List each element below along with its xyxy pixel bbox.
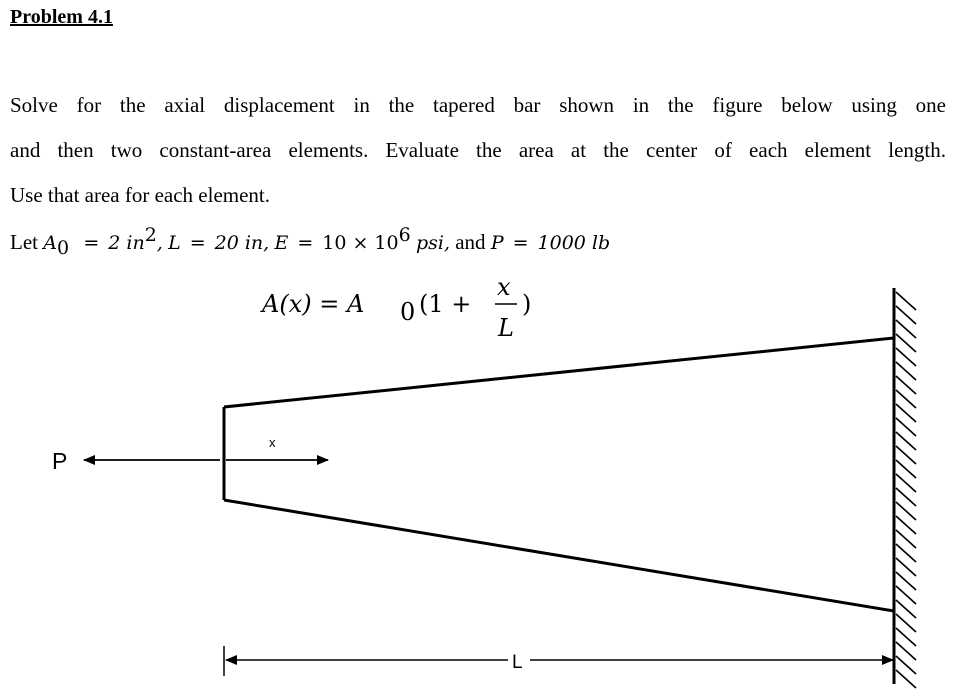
equals-sign-4: =	[512, 232, 529, 254]
hatch-line	[896, 390, 916, 408]
length-dimension	[224, 646, 893, 676]
hatch-line	[896, 558, 916, 576]
modulus-symbol: E	[274, 232, 289, 254]
hatch-line	[896, 320, 916, 338]
equation-denominator: L	[498, 314, 514, 342]
modulus-unit: psi,	[415, 232, 450, 254]
equals-sign-3: =	[297, 232, 314, 254]
load-value: 1000 lb	[537, 232, 611, 254]
hatch-line	[896, 628, 916, 646]
hatch-line	[896, 362, 916, 380]
hatch-line	[896, 292, 916, 310]
hatch-line	[896, 600, 916, 618]
hatch-line	[896, 572, 916, 590]
equation-numerator: x	[497, 273, 511, 301]
hatch-line	[896, 586, 916, 604]
hatch-line	[896, 334, 916, 352]
statement-line-2: and then two constant-area elements. Evaluate the area at the center of each element length.	[10, 138, 946, 162]
hatch-line	[896, 446, 916, 464]
hatch-line	[896, 348, 916, 366]
length-value: 20 in	[214, 232, 264, 254]
hatch-line	[896, 404, 916, 422]
equation-close: )	[522, 290, 532, 318]
load-label: P	[52, 448, 68, 474]
hatch-line	[896, 530, 916, 548]
comma-1: ,	[156, 232, 163, 254]
bar-bottom-edge	[224, 500, 894, 611]
equation-subscript: 0	[400, 298, 416, 326]
tapered-bar	[224, 338, 894, 611]
load-symbol: P	[490, 232, 504, 254]
modulus-value: 10 × 10	[322, 232, 399, 254]
equation-mid: (1 +	[419, 290, 472, 318]
hatch-line	[896, 306, 916, 324]
coordinate-label: x	[269, 435, 276, 450]
hatch-line	[896, 642, 916, 660]
hatch-line	[896, 656, 916, 674]
problem-title: Problem 4.1	[10, 6, 113, 28]
length-symbol: L	[168, 232, 181, 254]
hatch-line	[896, 474, 916, 492]
hatch-line	[896, 432, 916, 450]
area-equation	[260, 273, 531, 342]
hatch-line	[896, 516, 916, 534]
modulus-exponent: 6	[398, 224, 411, 246]
hatch-line	[896, 418, 916, 436]
statement-line-1: Solve for the axial displacement in the tapered bar shown in the figure below using one	[10, 93, 946, 117]
area-symbol: A	[43, 232, 57, 254]
bar-top-edge	[224, 338, 894, 407]
hatch-line	[896, 614, 916, 632]
statement-line-3: Use that area for each element.	[10, 183, 271, 207]
wall-hatching	[896, 292, 916, 688]
length-label: L	[512, 652, 523, 673]
area-value: 2 in	[108, 232, 145, 254]
area-exponent: 2	[144, 224, 157, 246]
hatch-line	[896, 544, 916, 562]
equals-sign-1: =	[83, 232, 100, 254]
hatch-line	[896, 460, 916, 478]
given-lead: Let	[10, 230, 38, 254]
hatch-line	[896, 670, 916, 688]
equals-sign-2: =	[189, 232, 206, 254]
hatch-line	[896, 502, 916, 520]
area-subscript: 0	[56, 237, 70, 259]
fixed-wall	[894, 288, 916, 688]
equation-lhs: A(x) = A	[262, 290, 365, 318]
comma-2: ,	[263, 232, 270, 254]
hatch-line	[896, 488, 916, 506]
and-word: and	[455, 230, 486, 254]
hatch-line	[896, 376, 916, 394]
